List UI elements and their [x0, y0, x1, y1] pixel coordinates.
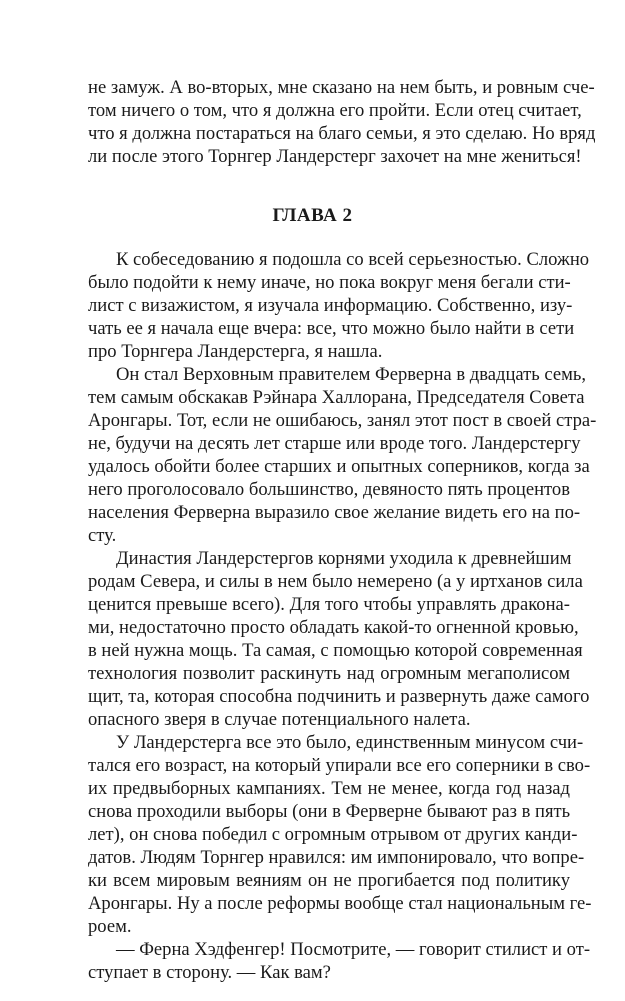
- text-line: Он стал Верховным правителем Ферверна в двадцать семь,: [116, 364, 587, 385]
- text-line: него проголосовало большинство, девяносто пять процентов: [88, 479, 570, 500]
- text-line: ки всем мировым веяниям он не прогибается под политику: [88, 870, 570, 891]
- text-line: снова проходили выборы (они в Ферверне бывают раз в пять: [88, 801, 571, 822]
- text-line: сту.: [88, 525, 117, 546]
- text-line: К собеседованию я подошла со всей серьезностью. Сложно: [116, 249, 590, 270]
- text-line: технология позволит раскинуть над огромным мегаполисом: [88, 663, 570, 684]
- text-line: лист с визажистом, я изучала информацию. Собственно, изу-: [88, 295, 573, 316]
- text-line: было подойти к нему иначе, но пока вокруг меня бегали сти-: [88, 272, 571, 293]
- text-line: удалось обойти более старших и опытных соперников, когда за: [88, 456, 590, 477]
- text-line: лет), он снова победил с огромным отрывом от других канди-: [88, 824, 578, 845]
- text-line: что я должна постараться на благо семьи, я это сделаю. Но вряд: [88, 123, 596, 144]
- text-line: опасного зверя в случае потенциального налета.: [88, 709, 471, 730]
- text-line: — Ферна Хэдфенгер! Посмотрите, — говорит стилист и от-: [116, 939, 591, 960]
- text-line: ценится превыше всего). Для того чтобы управлять дракона-: [88, 594, 570, 615]
- text-line: Аронгары. Тот, если не ошибаюсь, занял этот пост в своей стра-: [88, 410, 597, 431]
- text-line: датов. Людям Торнгер нравился: им импонировало, что вопре-: [88, 847, 585, 868]
- text-line: не, будучи на десять лет старше или вроде того. Ландерстергу: [88, 433, 581, 454]
- text-line: Династия Ландерстергов корнями уходила к древнейшим: [116, 548, 572, 569]
- text-line: ступает в сторону. — Как вам?: [88, 962, 331, 983]
- text-line: роем.: [88, 916, 132, 937]
- text-line: их предвыборных кампаниях. Тем не менее, когда год назад: [88, 778, 570, 799]
- text-line: ли после этого Торнгер Ландерстерг захочет на мне жениться!: [88, 146, 582, 167]
- text-line: тем самым обскакав Рэйнара Халлорана, Председателя Совета: [88, 387, 585, 408]
- chapter-title: ГЛАВА 2: [272, 205, 353, 226]
- text-line: чать ее я начала еще вчера: все, что можно было найти в сети: [88, 318, 575, 339]
- text-line: У Ландерстерга все это было, единственным минусом счи-: [116, 732, 584, 753]
- text-line: щит, та, которая способна подчинить и развернуть даже самого: [88, 686, 590, 707]
- text-line: тался его возраст, на который упирали все его соперники в сво-: [88, 755, 591, 776]
- text-line: том ничего о том, что я должна его пройти. Если отец считает,: [88, 100, 582, 121]
- text-line: не замуж. А во-вторых, мне сказано на нем быть, и ровным сче-: [88, 77, 595, 98]
- text-line: про Торнгера Ландерстерга, я нашла.: [88, 341, 383, 362]
- text-line: ми, недостаточно просто обладать какой-то огненной кровью,: [88, 617, 579, 638]
- text-line: в ней нужна мощь. Та самая, с помощью которой современная: [88, 640, 583, 661]
- text-line: населения Ферверна выразило свое желание видеть его на по-: [88, 502, 581, 523]
- text-line: Аронгары. Ну а после реформы вообще стал национальным ге-: [88, 893, 592, 914]
- text-line: родам Севера, и силы в нем было немерено (а у иртханов сила: [88, 571, 583, 592]
